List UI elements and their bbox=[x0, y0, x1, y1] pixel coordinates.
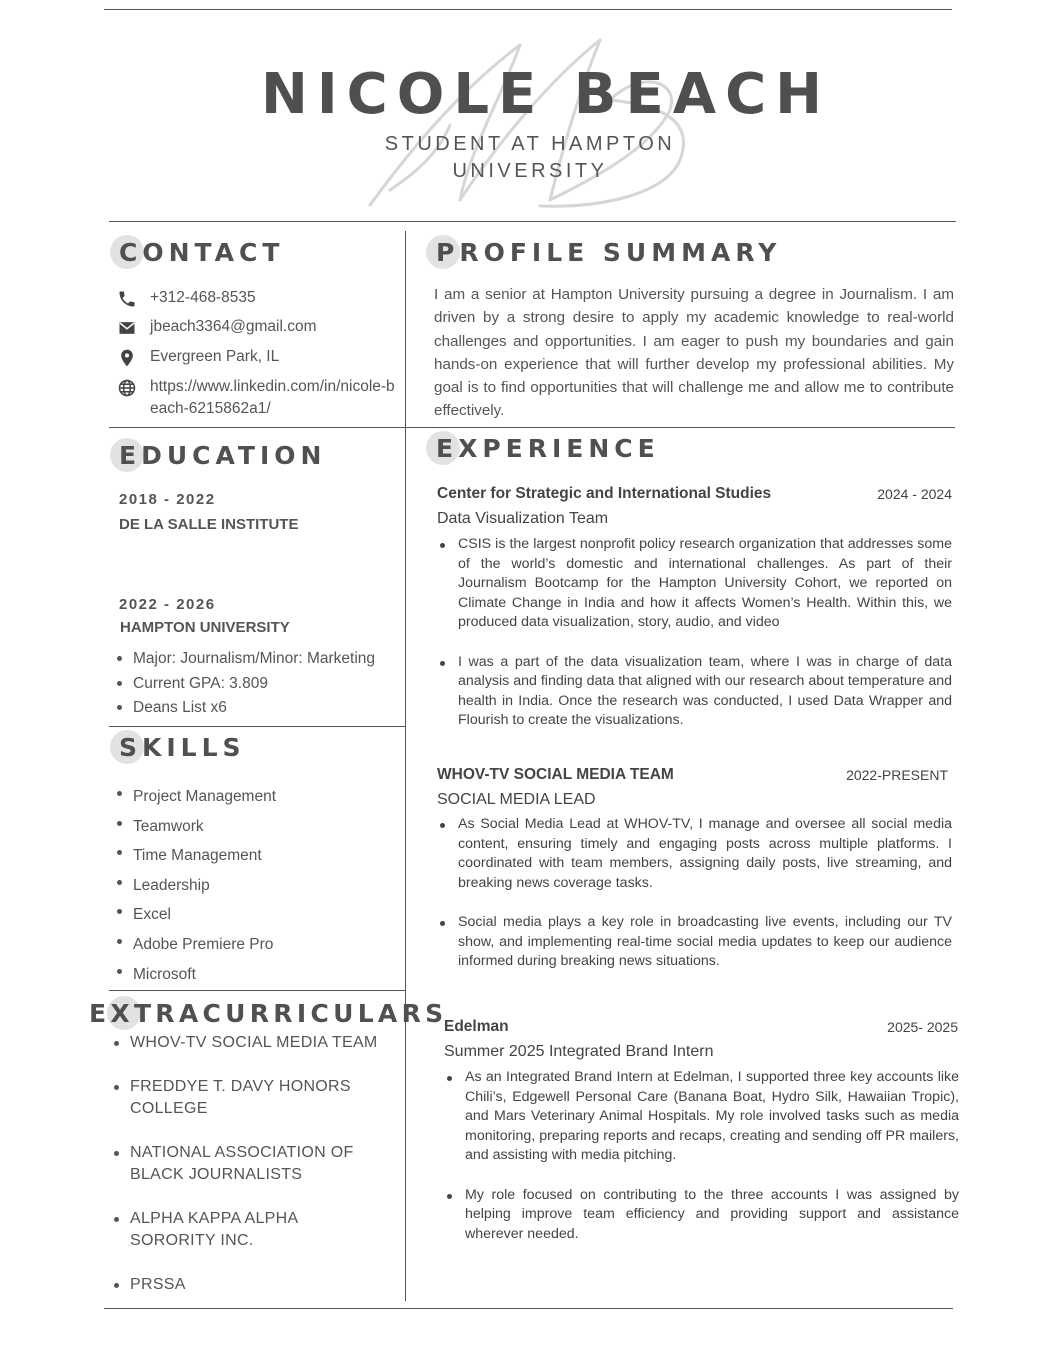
contact-email[interactable] bbox=[117, 316, 397, 338]
job-role-3: Summer 2025 Integrated Brand Intern bbox=[444, 1043, 714, 1060]
top-rule bbox=[104, 9, 952, 10]
job-dates-3: 2025- 2025 bbox=[887, 1019, 958, 1035]
job-bullets-2 bbox=[437, 815, 952, 991]
contact-website[interactable] bbox=[117, 376, 397, 420]
job-role-2: SOCIAL MEDIA LEAD bbox=[437, 791, 596, 808]
education-school-2: HAMPTON UNIVERSITY bbox=[120, 619, 290, 636]
contact-phone[interactable] bbox=[117, 287, 397, 309]
list-item: As Social Media Lead at WHOV-TV, I manage and oversee all social media content, ensuring timely and engaging posts across multiple platforms. I coordinated with team members, assigning daily posts, live streaming, and breaking news coverage tasks. bbox=[437, 815, 952, 893]
list-item: Teamwork bbox=[115, 812, 400, 842]
list-item: CSIS is the largest nonprofit policy research organization that addresses some of the world’s domestic and international challenges. As part of their Journalism Bootcamp for the Hampton University Cohort, we reported on Climate Change in India and how it affects Women’s Health. Within this, we produced data visualization, story, audio, and video bbox=[437, 535, 952, 633]
list-item: Leadership bbox=[115, 871, 400, 901]
summary-bottom-rule bbox=[405, 427, 955, 428]
profile-summary-text: I am a senior at Hampton University pursuing a degree in Journalism. I am driven by a strong desire to apply my academic knowledge to real-world challenges and opportunities. I am eager to push my boundaries and gain hands-on experience that will further develop my professional abilities. My goal is to find opportunities that will challenge me and allow me to contribute effectively. bbox=[434, 286, 954, 420]
header-rule bbox=[109, 221, 956, 222]
list-item: Current GPA: 3.809 bbox=[115, 672, 405, 697]
extracurriculars-list bbox=[112, 1032, 382, 1318]
list-item: Major: Journalism/Minor: Marketing bbox=[115, 647, 405, 672]
candidate-name: NICOLE BEACH bbox=[260, 62, 832, 127]
list-item: Excel bbox=[115, 900, 400, 930]
job-org-3: Edelman bbox=[444, 1018, 509, 1035]
column-divider bbox=[405, 231, 406, 1301]
education-heading: EDUCATION bbox=[119, 441, 327, 470]
list-item: Microsoft bbox=[115, 960, 400, 990]
skills-bottom-rule bbox=[109, 990, 405, 991]
extracurriculars-heading: EXTRACURRICULARS bbox=[89, 999, 448, 1028]
experience-heading: EXPERIENCE bbox=[436, 434, 660, 463]
list-item: PRSSA bbox=[112, 1274, 382, 1296]
list-item: NATIONAL ASSOCIATION OF BLACK JOURNALISTS bbox=[112, 1142, 382, 1186]
location-icon bbox=[117, 348, 137, 368]
profile-heading: PROFILE SUMMARY bbox=[436, 238, 782, 267]
contact-heading: CONTACT bbox=[119, 238, 285, 267]
list-item: Adobe Premiere Pro bbox=[115, 930, 400, 960]
list-item: FREDDYE T. DAVY HONORS COLLEGE bbox=[112, 1076, 382, 1120]
candidate-subtitle: STUDENT AT HAMPTON UNIVERSITY bbox=[384, 133, 676, 182]
email-text: jbeach3364@gmail.com bbox=[150, 318, 317, 335]
phone-icon bbox=[117, 289, 137, 309]
job-bullets-3 bbox=[444, 1068, 959, 1264]
education-details bbox=[115, 647, 405, 721]
education-years-2: 2022 - 2026 bbox=[119, 596, 216, 613]
list-item: I was a part of the data visualization team, where I was in charge of data analysis and finding data that aligned with our research about temperature and health in India. Once the research was conducted, I used Data Wrapper and Flourish to create the visualizations. bbox=[437, 653, 952, 731]
globe-icon bbox=[117, 378, 137, 398]
email-icon bbox=[117, 318, 137, 338]
job-org-2: WHOV-TV SOCIAL MEDIA TEAM bbox=[437, 766, 674, 783]
phone-text: +312-468-8535 bbox=[150, 289, 256, 306]
skills-list bbox=[115, 782, 400, 989]
education-school-1: DE LA SALLE INSTITUTE bbox=[119, 516, 299, 533]
list-item: Social media plays a key role in broadcasting live events, including our TV show, and implementing real-time social media updates to keep our audience informed during breaking news situations. bbox=[437, 913, 952, 972]
list-item: As an Integrated Brand Intern at Edelman, I supported three key accounts like Chili’s, Edgewell Personal Care (Banana Boat, Hydro Silk, Hawaiian Tropic), and Mars Veterinary Animal Hospitals. My role involved tasks such as media monitoring, preparing reports and recaps, creating and sending off PR mailers, and assisting with media pitching. bbox=[444, 1068, 959, 1166]
skills-heading: SKILLS bbox=[119, 733, 246, 762]
job-bullets-1 bbox=[437, 535, 952, 751]
website-link[interactable]: https://www.linkedin.com/in/nicole-beach-6215862a1/ bbox=[150, 378, 395, 417]
contact-bottom-rule bbox=[109, 427, 405, 428]
job-dates-1: 2024 - 2024 bbox=[877, 486, 952, 502]
job-dates-2: 2022-PRESENT bbox=[846, 767, 948, 783]
list-item: Deans List x6 bbox=[115, 696, 405, 721]
list-item: ALPHA KAPPA ALPHA SORORITY INC. bbox=[112, 1208, 382, 1252]
list-item: Project Management bbox=[115, 782, 400, 812]
job-org-1: Center for Strategic and International Studies bbox=[437, 485, 772, 502]
location-text: Evergreen Park, IL bbox=[150, 348, 280, 365]
list-item: My role focused on contributing to the three accounts I was assigned by helping improve team efficiency and providing support and assistance wherever needed. bbox=[444, 1186, 959, 1245]
education-bottom-rule bbox=[109, 726, 405, 727]
list-item: WHOV-TV SOCIAL MEDIA TEAM bbox=[112, 1032, 382, 1054]
list-item: Time Management bbox=[115, 841, 400, 871]
job-role-1: Data Visualization Team bbox=[437, 510, 609, 527]
contact-location bbox=[117, 346, 397, 368]
education-years-1: 2018 - 2022 bbox=[119, 491, 216, 508]
